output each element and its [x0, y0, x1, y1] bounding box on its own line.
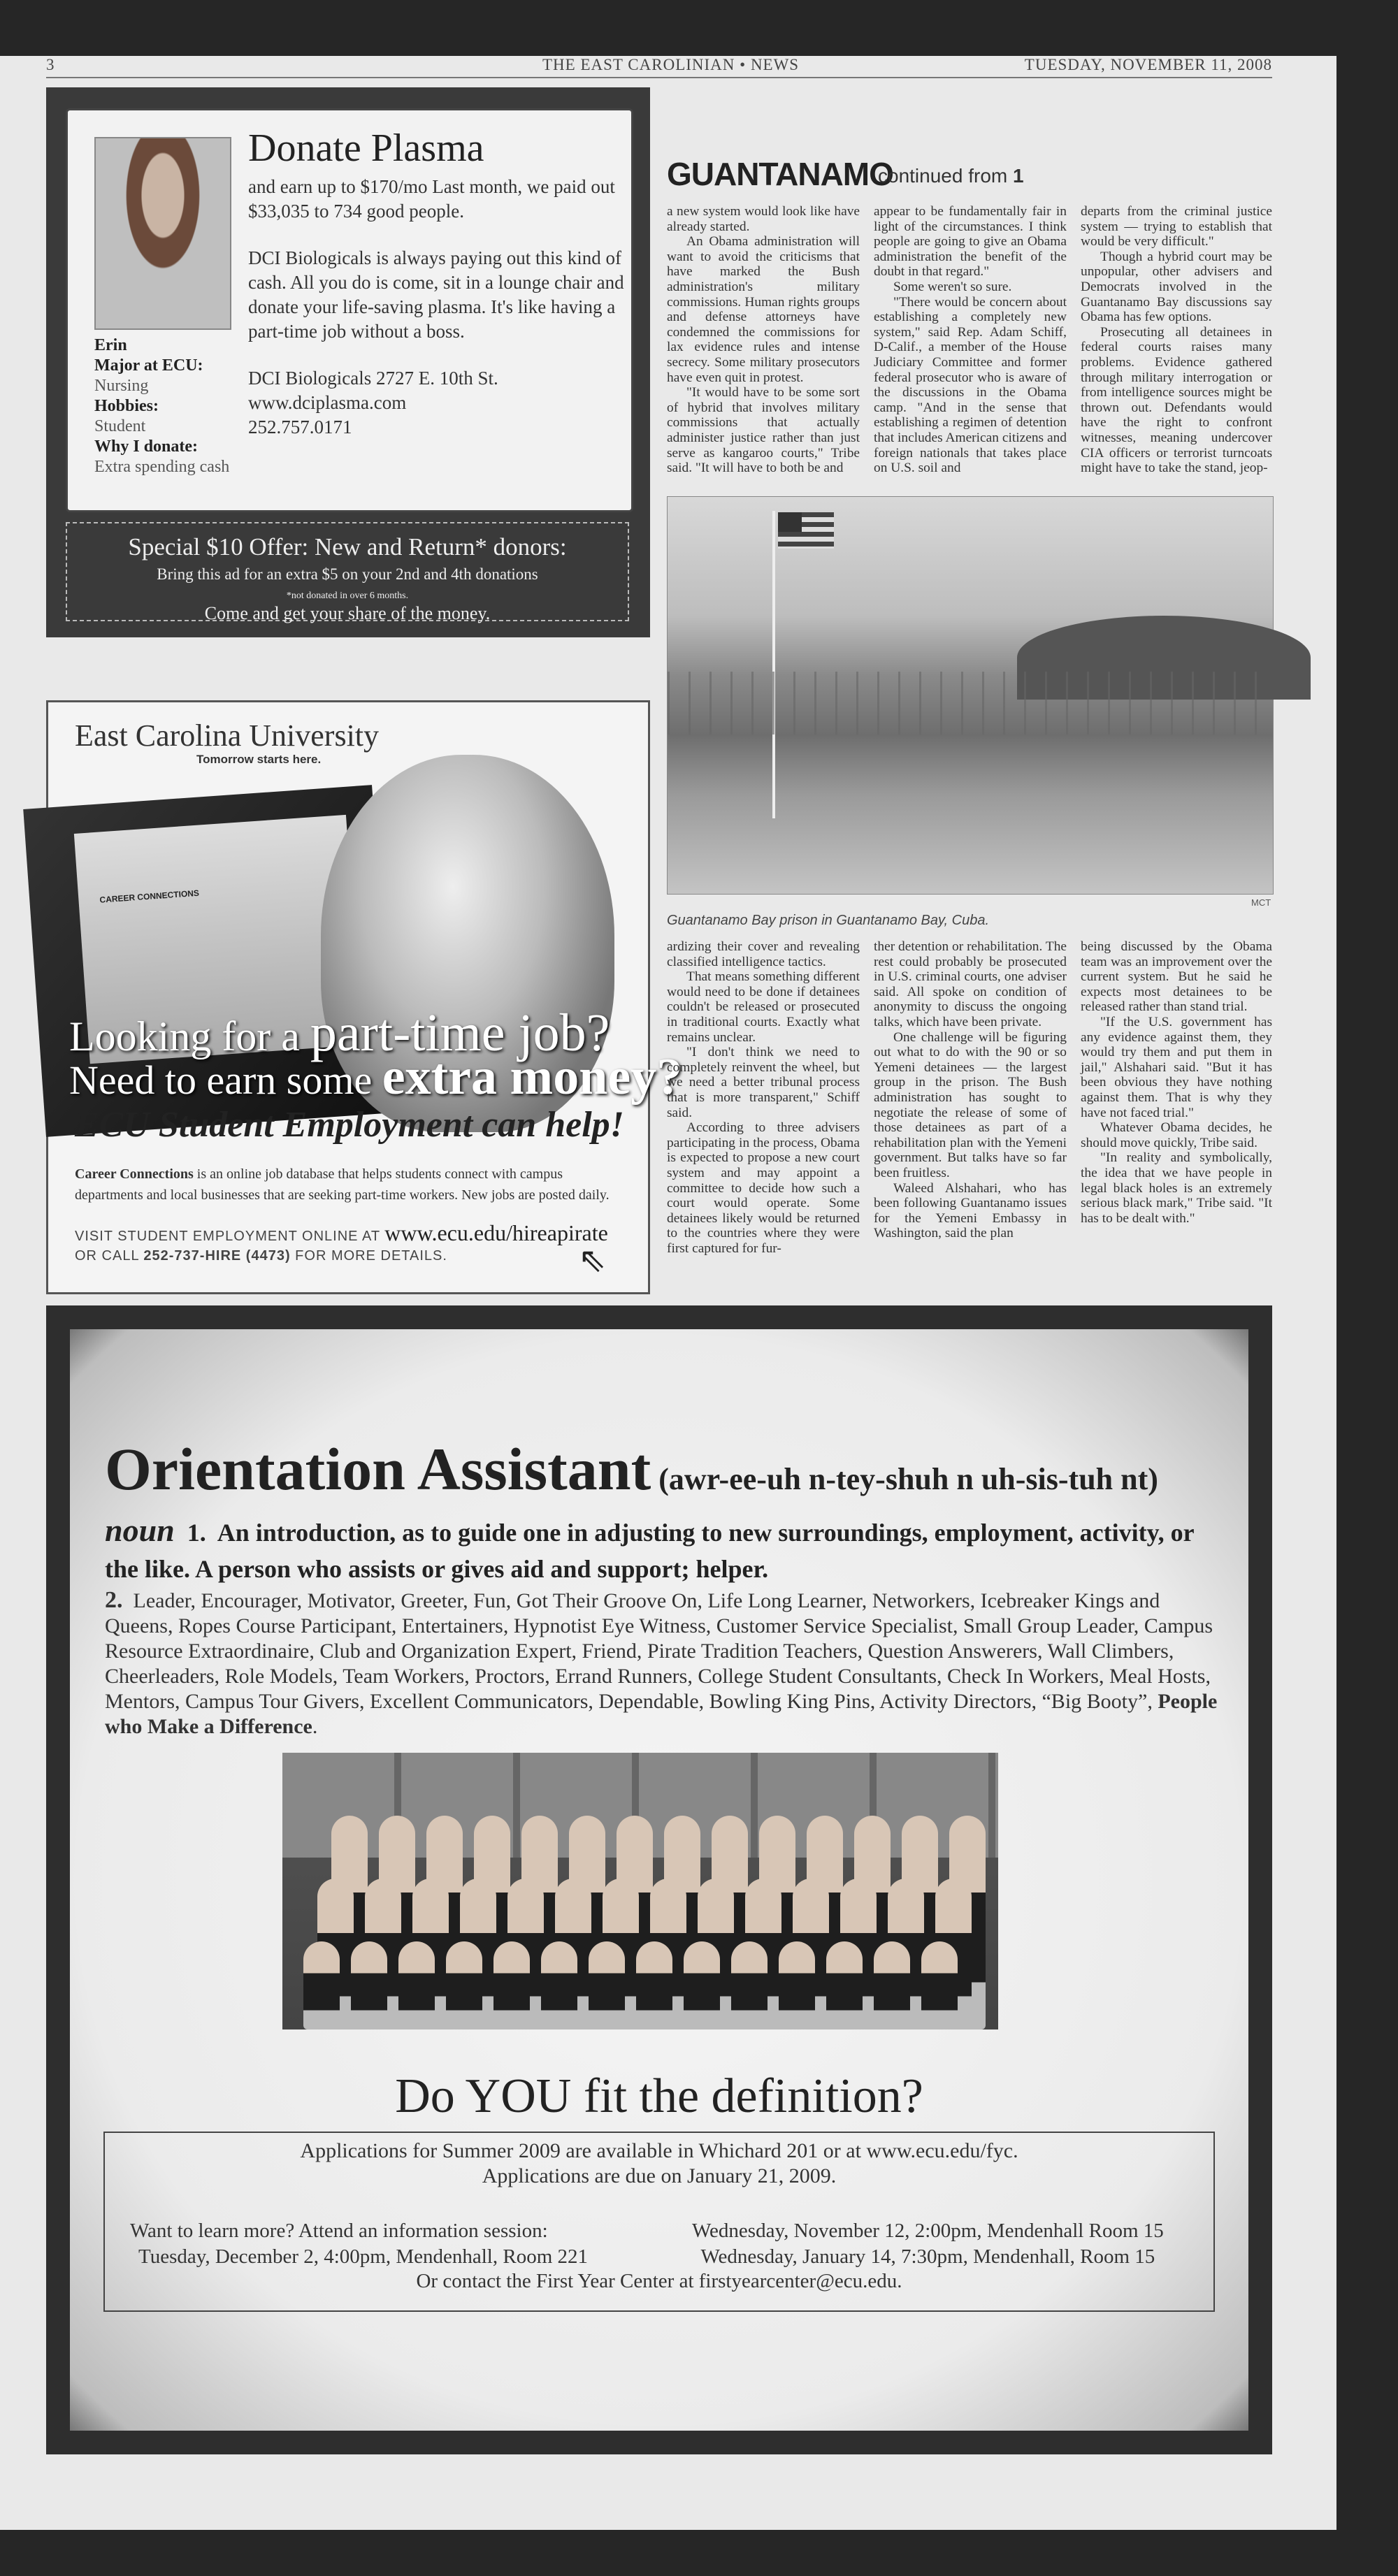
group-member-figure: [731, 1941, 768, 2029]
article-paragraph: Though a hybrid court may be unpopular, other advisers and Democrats involved in the Guantanamo Bay discussions say Obama has few options.: [1081, 249, 1272, 325]
hire-phone: 252-737-HIRE (4473): [143, 1248, 291, 1264]
article-paragraph: being discussed by the Obama team was an improvement over the current system. But he said he expects most detainees to be released rather than stand trial.: [1081, 939, 1272, 1015]
oa-definition-1: [105, 1512, 1223, 1587]
plasma-ad: [46, 87, 650, 637]
why-label: Why I donate:: [94, 437, 199, 456]
oa-def1-text: An introduction, as to guide one in adjusting to new surroundings, employment, activity, or the like. A person who assists or gives aid and support; helper.: [105, 1519, 1194, 1583]
plasma-ad-card: [66, 108, 633, 512]
page-number: 3: [46, 56, 55, 73]
issue-date: TUESDAY, NOVEMBER 11, 2008: [1024, 56, 1272, 73]
article-paragraph: "I don't think we need to completely reinvent the wheel, but we need a better tribunal process that is more transparent," Schiff said.: [667, 1045, 860, 1120]
article-paragraph: Whatever Obama decides, he should move quickly, Tribe said.: [1081, 1120, 1272, 1150]
group-member-figure: [779, 1941, 815, 2029]
hireapirate-link[interactable]: www.ecu.edu/hireapirate: [384, 1220, 608, 1245]
offer-line: Bring this ad for an extra $5 on your 2nd and 4th donations: [157, 565, 538, 583]
article-paragraph: That means something different would need to be done if detainees couldn't be released or prosecuted in traditional courts. Exactly what remains unclear.: [667, 969, 860, 1045]
article-col3-bottom: [1081, 939, 1272, 1226]
plasma-address: DCI Biologicals 2727 E. 10th St.: [248, 368, 498, 389]
paper-section: THE EAST CAROLINIAN • NEWS: [542, 56, 800, 73]
hobbies-label: Hobbies:: [94, 397, 159, 415]
group-member-figure: [684, 1941, 720, 2029]
session-december: Tuesday, December 2, 4:00pm, Mendenhall, Room 221: [138, 2245, 589, 2268]
call-label: OR CALL: [75, 1248, 144, 1264]
article-paragraph: "If the U.S. government has any evidence against them, they would try them and put them in jail," Alshahari said. "But it has been obvious they have nothing against them. That is why they have not faced trial.": [1081, 1014, 1272, 1120]
photo-flagpole: [772, 511, 775, 818]
group-member-figure: [493, 1941, 530, 2029]
plasma-phone: 252.757.0171: [248, 417, 352, 437]
article-paragraph: "It would have to be some sort of hybrid that involves military commissions that actually administer justice rather than just serve as kangaroo courts," Tribe said. "It will have to both be and: [667, 385, 860, 476]
major-label: Major at ECU:: [94, 356, 203, 375]
visit-info: [75, 1220, 627, 1266]
group-member-figure: [921, 1941, 958, 2029]
oa-def1-number: 1.: [187, 1519, 206, 1547]
photo-credit: MCT: [1251, 897, 1271, 908]
offer-cta: Come and get your share of the money.: [204, 603, 491, 623]
header-rule: [46, 77, 1272, 78]
group-member-figure: [589, 1941, 625, 2029]
learn-more-text: Want to learn more? Attend an information session:: [130, 2220, 548, 2242]
ecu-employment-ad: [46, 700, 683, 1294]
oa-title-text: Orientation Assistant: [105, 1435, 651, 1503]
plasma-offer-box: [66, 522, 629, 621]
article-paragraph: "There would be concern about establishing a completely new system," said Rep. Adam Schiff, D-Calif., a member of the House Judiciary Committee and former federal prosecutor who is aware of the discussions in the Obama camp. "And in the sense that establishing a regimen of detention that includes American citizens and foreign nationals that takes place on U.S. soil and: [874, 294, 1067, 476]
group-member-figure: [303, 1941, 340, 2029]
university-tagline: Tomorrow starts here.: [196, 753, 322, 766]
continued-page: 1: [1013, 165, 1024, 187]
session-november: Wednesday, November 12, 2:00pm, Mendenhall Room 15: [692, 2220, 1164, 2242]
continued-label: continued from: [878, 165, 1013, 187]
plasma-ad-body: [248, 175, 626, 440]
applications-available: Applications for Summer 2009 are available in Whichard 201 or at www.ecu.edu/fyc.: [300, 2139, 1018, 2162]
oa-definition-2: [105, 1588, 1223, 1739]
article-col1-top: [667, 204, 860, 476]
sessions-left: [130, 2218, 588, 2270]
article-paragraph: Some weren't so sure.: [893, 279, 1012, 294]
orientation-group-photo: [282, 1753, 998, 2029]
article-paragraph: "In reality and symbolically, the idea that we have people in legal black holes is an extremely serious black mark," Tribe said. "It has to be dealt with.": [1081, 1150, 1272, 1226]
headline-extra-money-b: extra money?: [382, 1048, 683, 1106]
donor-photo: [94, 137, 231, 330]
headline-extra-money-a: Need to earn some: [69, 1057, 382, 1103]
plasma-website-link[interactable]: www.dciplasma.com: [248, 392, 407, 413]
plasma-ad-title: Donate Plasma: [248, 126, 484, 170]
oa-noun: noun: [105, 1512, 175, 1548]
group-member-figure: [398, 1941, 435, 2029]
call-end: FOR MORE DETAILS.: [290, 1248, 447, 1264]
headline-part-time-b: part-time job?: [310, 1004, 610, 1062]
group-member-figure: [636, 1941, 672, 2029]
major-value: Nursing: [94, 377, 149, 395]
orientation-ad-panel: [70, 1329, 1248, 2431]
donor-name: Erin: [94, 336, 127, 354]
group-member-figure: [874, 1941, 910, 2029]
headline-extra-money: [69, 1048, 682, 1107]
article-title: GUANTANAMO: [667, 156, 893, 192]
why-value: Extra spending cash: [94, 458, 230, 476]
oa-def2-period: .: [312, 1715, 318, 1738]
donor-profile: [94, 335, 234, 477]
oa-title: [105, 1434, 1158, 1504]
article-continued: [878, 165, 1024, 187]
fit-definition-headline: Do YOU fit the definition?: [395, 2069, 923, 2123]
visit-label: VISIT STUDENT EMPLOYMENT ONLINE AT: [75, 1229, 385, 1244]
career-connections-text: [75, 1164, 627, 1206]
article-paragraph: According to three advisers participating in the process, Obama is expected to propose a new court system and may appoint a committee to decide how such a court would operate. Some detainees likely would be returned to the countries where they were first captured for fur-: [667, 1120, 860, 1256]
hobbies-value: Student: [94, 417, 146, 435]
article-paragraph: An Obama administration will want to avoid the criticisms that have marked the Bush administration's military commissions. Human rights groups and defense attorneys have condemned the commissions for lax evidence rules and intense secrecy. Some military prosecutors have even quit in protest.: [667, 234, 860, 385]
applications-box: [103, 2132, 1215, 2312]
university-logo-text: East Carolina University: [75, 718, 380, 753]
photo-fence: [668, 672, 1273, 735]
guantanamo-photo: [667, 496, 1274, 895]
sessions-right: [692, 2218, 1164, 2270]
article-col3-top: [1081, 204, 1272, 476]
offer-note: *not donated in over 6 months.: [286, 591, 409, 601]
applications-due: Applications are due on January 21, 2009.: [482, 2164, 837, 2187]
mouse-pointer-icon: ⇖: [578, 1242, 607, 1279]
article-paragraph: ther detention or rehabilitation. The rest could probably be prosecuted in U.S. criminal courts, one adviser said. All spoke on condition of anonymity to discuss the ongoing talks, which have been private.: [874, 939, 1067, 1029]
article-paragraph: Waleed Alshahari, who has been following Guantanamo issues for the Yemeni Embassy in Washington, said the plan: [874, 1180, 1067, 1241]
plasma-description-text: DCI Biologicals is always paying out this kind of cash. All you do is come, sit in a lounge chair and donate your life-saving plasma. It's like having a part-time job without a boss.: [248, 247, 624, 342]
group-member-figure: [826, 1941, 863, 2029]
plasma-earnings-text: and earn up to $170/mo Last month, we paid out $33,035 to 734 good people.: [248, 176, 615, 222]
article-paragraph: appear to be fundamentally fair in light of the circumstances. I think people are going to give an Obama administration the benefit of the doubt in that regard.": [874, 204, 1067, 280]
article-paragraph: a new system would look like have already started.: [667, 204, 860, 234]
oa-pronunciation: (awr-ee-uh n-tey-shuh n uh-sis-tuh nt): [651, 1462, 1158, 1496]
session-january: Wednesday, January 14, 7:30pm, Mendenhall, Room 15: [700, 2245, 1155, 2268]
oa-def2-number: 2.: [105, 1587, 123, 1613]
article-paragraph: Prosecuting all detainees in federal courts raises many problems. Evidence gathered through military interrogation or from intelligence sources might be thrown out. Defendants would have the right to confront witnesses, meaning undercover CIA officers or terrorist turncoats might have to take the stand, jeop-: [1081, 324, 1272, 476]
article-col2-bottom: [874, 939, 1067, 1241]
group-member-figure: [351, 1941, 387, 2029]
contact-text: Or contact the First Year Center at firstyearcenter@ecu.edu.: [416, 2270, 902, 2292]
career-connections-name: Career Connections: [75, 1166, 194, 1182]
employment-headline: ECU Student Employment can help!: [75, 1105, 624, 1145]
group-member-figure: [446, 1941, 482, 2029]
photo-caption: Guantanamo Bay prison in Guantanamo Bay, Cuba.: [667, 913, 990, 928]
article-paragraph: One challenge will be figuring out what to do with the 90 or so Yemeni detainees — the largest group in the prison. The Bush administration has sought to negotiate the release of some of those detainees as part of a rehabilitation plan with the Yemeni government. But talks have so far been fruitless.: [874, 1029, 1067, 1180]
article-paragraph: ardizing their cover and revealing classified intelligence tactics.: [667, 939, 860, 969]
applications-text: [105, 2139, 1213, 2189]
us-flag-icon: [778, 512, 834, 549]
article-col2-top: [874, 204, 1067, 476]
group-member-figure: [541, 1941, 577, 2029]
screen-heading: CAREER CONNECTIONS: [99, 888, 200, 905]
oa-def2-text: Leader, Encourager, Motivator, Greeter, Fun, Got Their Groove On, Life Long Learner, Networkers, Icebreaker Kings and Queens, Ropes Course Participant, Entertainers, Hypnotist Eye Witness, Customer Service Specialist, Small Group Leader, Campus Resource Extraordinaire, Club and Organization Expert, Friend, Pirate Tradition Teachers, Question Answerers, Wall Climbers, Cheerleaders, Role Models, Team Workers, Proctors, Errand Runners, College Student Consultants, Check In Workers, Meal Hosts, Mentors, Campus Tour Givers, Excellent Communicators, Dependable, Bowling King Pins, Activity Directors, “Big Booty”,: [105, 1589, 1213, 1713]
career-connections-desc: is an online job database that helps students connect with campus departments and local businesses that are seeking part-time workers. New jobs are posted daily.: [75, 1166, 610, 1203]
headline-part-time-a: Looking for a: [69, 1013, 310, 1059]
orientation-assistant-ad: [46, 1305, 1272, 2454]
offer-title: Special $10 Offer: New and Return* donors:: [128, 533, 567, 560]
page-header: [46, 56, 1272, 80]
article-paragraph: departs from the criminal justice system — trying to establish that would be very difficult.": [1081, 204, 1272, 249]
article-col1-bottom: [667, 939, 860, 1256]
oa-def2-end: People who Make a Difference: [105, 1690, 1218, 1738]
